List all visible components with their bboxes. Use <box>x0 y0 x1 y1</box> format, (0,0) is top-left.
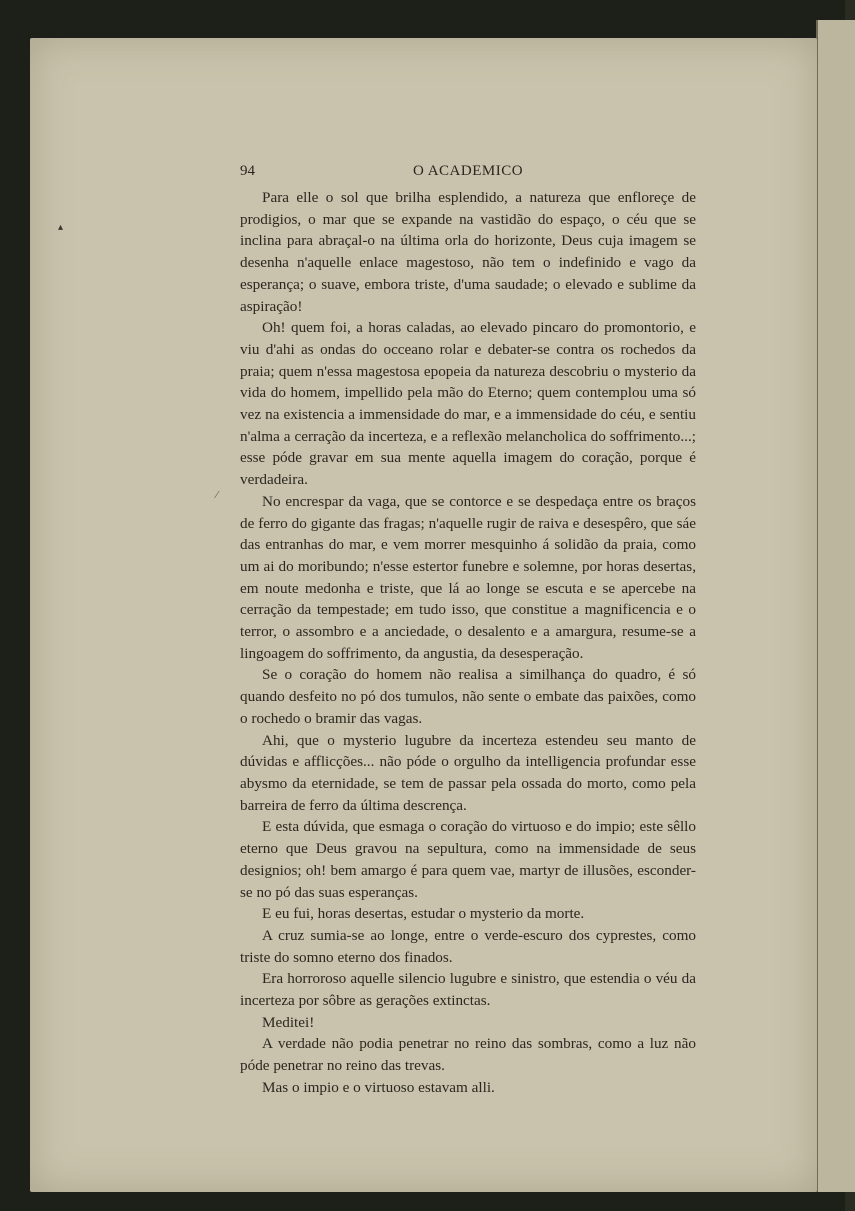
paragraph: Oh! quem foi, a horas caladas, ao elevado pincaro do promontorio, e viu d'ahi as ondas do occeano rolar e debater-se contra os rochedos da praia; quem n'essa magestosa epopeia da natureza descobriu o mysterio da vida do homem, impellido pela mão do Eterno; quem contemplou uma só vez na existencia a immensidade do mar, e a immensidade do céu, e sentiu n'alma a cerração da incerteza, e a reflexão melancholica do soffrimento...; esse póde gravar em sua mente aquella imagem do coração, porque é verdadeira. <box>240 319 696 489</box>
paragraph: A verdade não podia penetrar no reino das sombras, como a luz não póde penetrar no reino das trevas. <box>240 1035 696 1075</box>
paragraph: E eu fui, horas desertas, estudar o mysterio da morte. <box>262 905 585 923</box>
running-title: O ACADEMICO <box>412 163 524 179</box>
margin-speck: ⁄ <box>216 490 218 501</box>
margin-speck: ▴ <box>58 222 64 233</box>
paragraph: Se o coração do homem não realisa a similhança do quadro, é só quando desfeito no pó dos tumulos, não sente o embate das paixões, como o rochedo o bramir das vagas. <box>240 666 696 727</box>
paragraph: A cruz sumia-se ao longe, entre o verde-escuro dos cyprestes, como triste do somno eterno dos finados. <box>240 926 696 966</box>
article-body <box>240 187 696 1099</box>
page-number: 94 <box>240 163 255 179</box>
adjacent-page-edge <box>816 20 855 1192</box>
paragraph: Ahi, que o mysterio lugubre da incerteza estendeu seu manto de dúvidas e afflicções... não póde o orgulho da intelligencia profundar esse abysmo da eternidade, se tem de passar pela ossada do morto, como pela barreira de ferro da última descrença. <box>240 731 696 814</box>
paragraph: Mas o impio e o virtuoso estavam alli. <box>262 1078 495 1096</box>
paragraph: Meditei! <box>262 1013 315 1031</box>
paragraph: Para elle o sol que brilha esplendido, a natureza que enfloreçe de prodigios, o mar que se expande na vastidão do espaço, o céu que se inclina para abraçal-o na última orla do horizonte, Deus cuja imagem se desenha n'aquelle enlace magestoso, não tem o indefinido e vago da esperança; o suave, embora triste, d'uma saudade; o elevado e sublime da aspiração! <box>240 189 696 315</box>
page-header <box>240 163 696 185</box>
paragraph: No encrespar da vaga, que se contorce e se despedaça entre os braços de ferro do gigante das fragas; n'aquelle rugir de raiva e desespêro, que sáe das entranhas do mar, e vem morrer mesquinho á solidão da praia, como um ai do moribundo; n'esse estertor funebre e solemne, por horas desertas, em noute medonha e triste, que lá ao longe se escuta e se apercebe na cerração da tempestade; em tudo isso, que constitue a magnificencia e o terror, o assombro e a anciedade, o desalento e a amargura, resume-se a lingoagem do soffrimento, da angustia, da desesperação. <box>240 492 696 662</box>
paragraph: E esta dúvida, que esmaga o coração do virtuoso e do impio; este sêllo eterno que Deus gravou na sepultura, como na immensidade de seus designios; oh! bem amargo é para quem vae, martyr de illusões, esconder-se no pó das suas esperanças. <box>240 818 696 901</box>
paragraph: Era horroroso aquelle silencio lugubre e sinistro, que estendia o véu da incerteza por sôbre as gerações extinctas. <box>240 970 696 1010</box>
